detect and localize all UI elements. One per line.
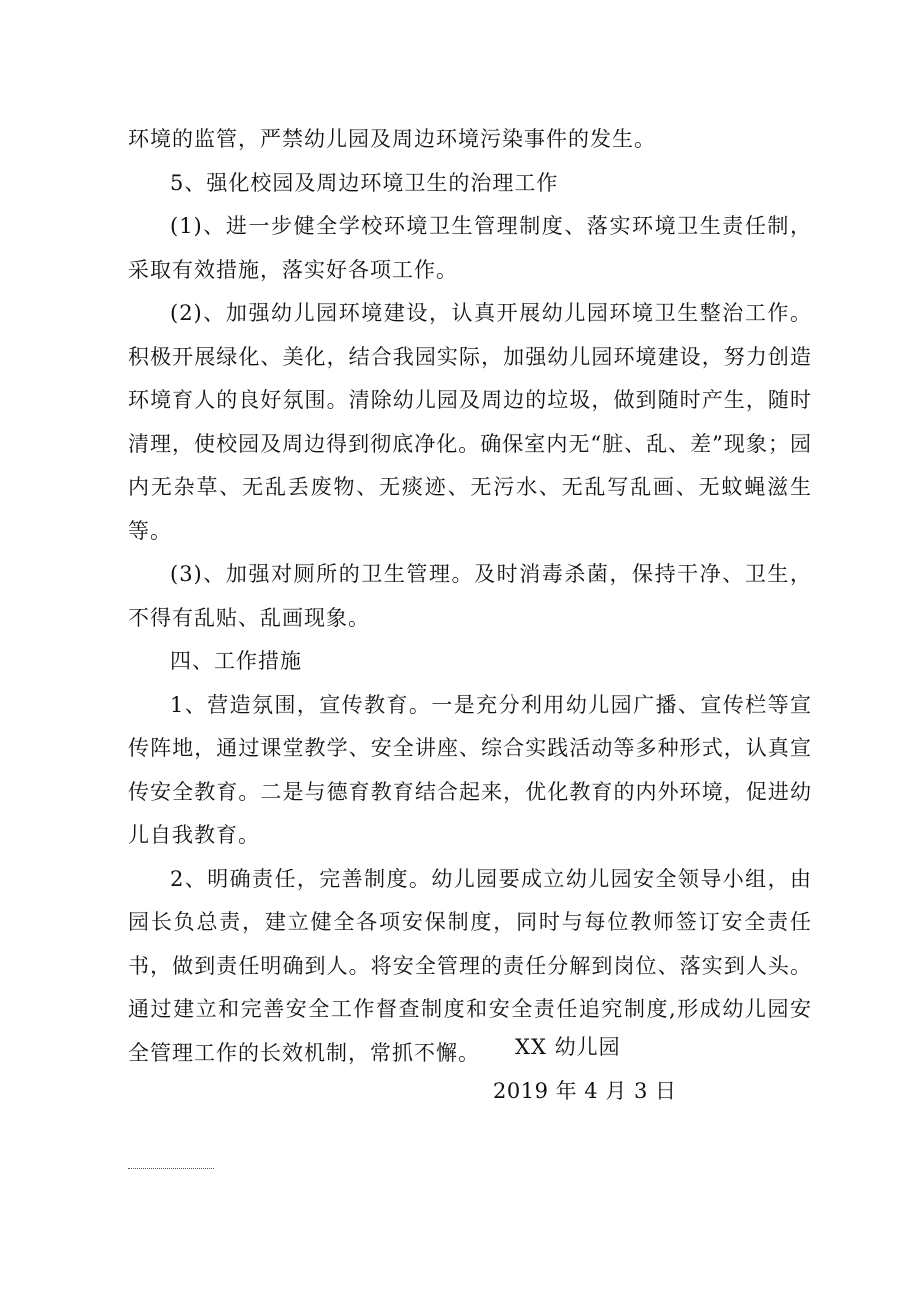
signature-organization: XX 幼儿园 <box>515 1035 621 1059</box>
paragraph-item-3: (3)、加强对厕所的卫生管理。及时消毒杀菌，保持干净、卫生，不得有乱贴、乱画现象。 <box>128 562 812 630</box>
paragraph-continuation: 环境的监管，严禁幼儿园及周边环境污染事件的发生。 <box>128 127 656 151</box>
document-body <box>128 118 812 1075</box>
paragraph-measure-1: 1、营造氛围，宣传教育。一是充分利用幼儿园广播、宣传栏等宣传阵地，通过课堂教学、安全讲座、综合实践活动等多种形式，认真宣传安全教育。二是与德育教育结合起来，优化教育的内外环境，促进幼儿自我教育。 <box>128 692 812 847</box>
section-heading-work-measures: 四、工作措施 <box>170 649 302 673</box>
section-heading-5: 5、强化校园及周边环境卫生的治理工作 <box>170 170 559 195</box>
paragraph-item-2: (2)、加强幼儿园环境建设，认真开展幼儿园环境卫生整治工作。积极开展绿化、美化，结合我园实际，加强幼儿园环境建设，努力创造环境育人的良好氛围。清除幼儿园及周边的垃圾，做到随时产生，随时清理，使校园及周边得到彻底净化。确保室内无“脏、乱、差”现象；园内无杂草、无乱丢废物、无痰迹、无污水、无乱写乱画、无蚊蝇滋生等。 <box>128 301 812 543</box>
signature-date: 2019 年 4 月 3 日 <box>493 1079 677 1103</box>
paragraph-measure-2: 2、明确责任，完善制度。幼儿园要成立幼儿园安全领导小组，由园长负总责，建立健全各项安保制度，同时与每位教师签订安全责任书，做到责任明确到人。将安全管理的责任分解到岗位、落实到人头。通过建立和完善安全工作督查制度和安全责任追究制度,形成幼儿园安全管理工作的长效机制，常抓不懈。 <box>128 866 812 1065</box>
footnote-divider <box>128 1168 214 1169</box>
paragraph-item-1: (1)、进一步健全学校环境卫生管理制度、落实环境卫生责任制，采取有效措施，落实好各项工作。 <box>128 214 812 282</box>
